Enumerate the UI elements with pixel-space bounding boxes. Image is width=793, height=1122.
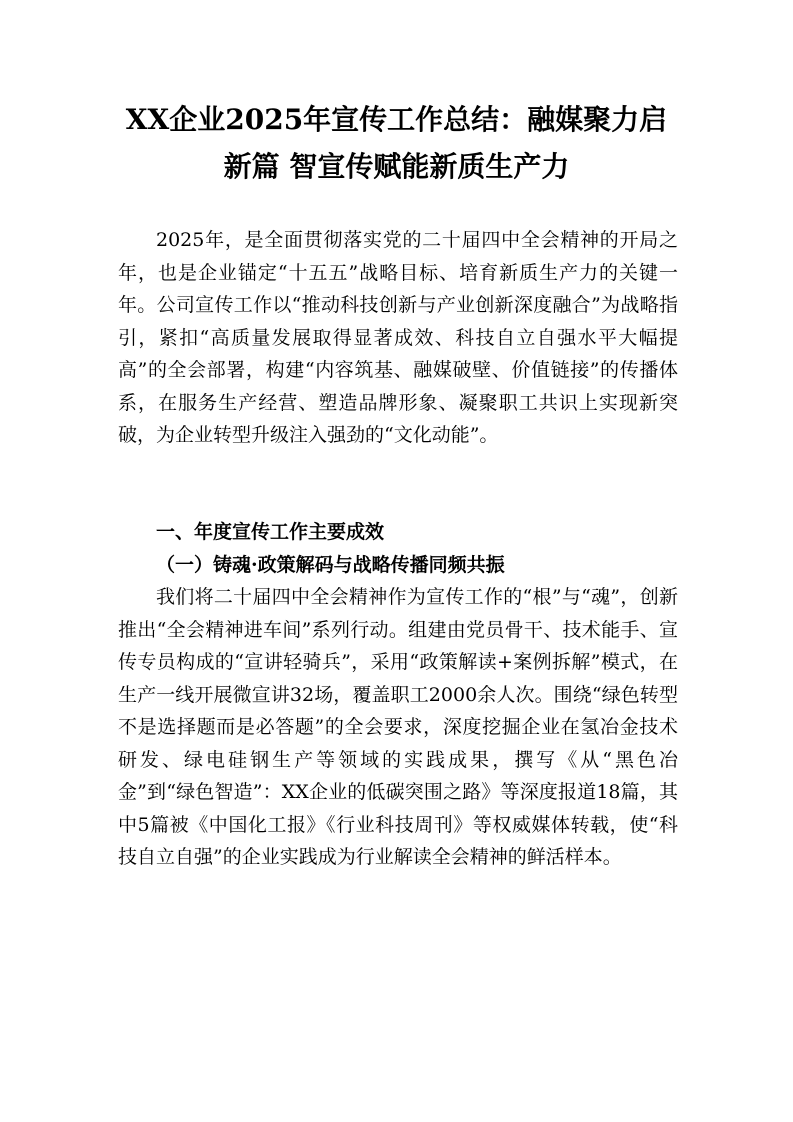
intro-paragraph: 2025年，是全面贯彻落实党的二十届四中全会精神的开局之年，也是企业锚定“十五五”战略目标、培育新质生产力的关键一年。公司宣传工作以“推动科技创新与产业创新深度融合”为战略指引，紧扣“高质量发展取得显著成效、科技自立自强水平大幅提高”的全会部署，构建“内容筑基、融媒破壁、价值链接”的传播体系，在服务生产经营、塑造品牌形象、凝聚职工共识上实现新突破，为企业转型升级注入强劲的“文化动能”。: [118, 229, 678, 446]
section-heading: 一、年度宣传工作主要成效: [156, 521, 385, 543]
subsection-paragraph: 我们将二十届四中全会精神作为宣传工作的“根”与“魂”，创新推出“全会精神进车间”系列行动。组建由党员骨干、技术能手、宣传专员构成的“宣讲轻骑兵”，采用“政策解读+案例拆解”模式，在生产一线开展微宣讲32场，覆盖职工2000余人次。围绕“绿色转型不是选择题而是必答题”的全会要求，深度挖掘企业在氢冶金技术研发、绿电硅钢生产等领域的实践成果，撰写《从“黑色冶金”到“绿色智造”：XX企业的低碳突围之路》等深度报道18篇，其中5篇被《中国化工报》《行业科技周刊》等权威媒体转载，使“科技自立自强”的企业实践成为行业解读全会精神的鲜活样本。: [118, 586, 678, 868]
document-title: XX企业2025年宣传工作总结：融媒聚力启新篇 智宣传赋能新质生产力: [125, 103, 668, 183]
subsection-heading: （一）铸魂·政策解码与战略传播同频共振: [156, 554, 505, 576]
